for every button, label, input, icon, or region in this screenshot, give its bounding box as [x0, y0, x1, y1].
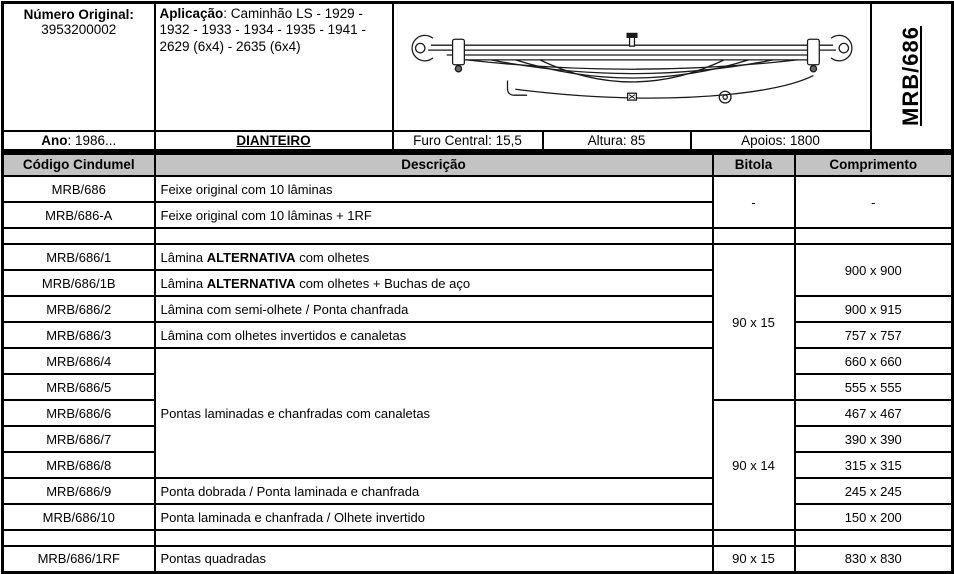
application-cell — [155, 3, 393, 131]
empty-cell — [795, 228, 953, 244]
code-cell: MRB/686/10 — [3, 504, 155, 530]
description-cell: Ponta laminada e chanfrada / Olhete invertido — [155, 504, 713, 530]
model-code-cell — [871, 3, 953, 151]
description-cell: Lâmina ALTERNATIVA com olhetes — [155, 244, 713, 270]
code-cell: MRB/686/4 — [3, 348, 155, 374]
table-row — [3, 348, 953, 374]
column-header-description: Descrição — [155, 153, 713, 176]
length-cell: 315 x 315 — [795, 452, 953, 478]
year-cell — [3, 131, 155, 151]
empty-cell — [713, 530, 795, 546]
parts-table — [1, 152, 954, 574]
code-cell: MRB/686/1RF — [3, 546, 155, 572]
description-cell: Lâmina ALTERNATIVA com olhetes + Buchas de aço — [155, 270, 713, 296]
spacer-row — [3, 530, 953, 546]
description-cell: Pontas quadradas — [155, 546, 713, 572]
header-section — [1, 1, 954, 152]
application-label: Aplicação — [159, 6, 224, 21]
code-cell: MRB/686/3 — [3, 322, 155, 348]
length-cell: 900 x 915 — [795, 296, 953, 322]
year-value: : 1986... — [67, 132, 117, 148]
table-row — [3, 296, 953, 322]
empty-cell — [795, 530, 953, 546]
model-code-label: MRB/686 — [898, 26, 924, 127]
length-cell: 900 x 900 — [795, 244, 953, 296]
leaf-spring-side-view-icon — [394, 4, 870, 130]
code-cell: MRB/686 — [3, 176, 155, 202]
code-cell: MRB/686/6 — [3, 400, 155, 426]
empty-cell — [155, 530, 713, 546]
center-hole-cell: Furo Central: 15,5 — [393, 131, 543, 151]
empty-cell — [3, 530, 155, 546]
length-cell: 757 x 757 — [795, 322, 953, 348]
column-header-length: Comprimento — [795, 153, 953, 176]
table-row — [3, 478, 953, 504]
original-number-cell — [3, 3, 155, 131]
height-cell: Altura: 85 — [543, 131, 691, 151]
table-row — [3, 176, 953, 202]
table-row — [3, 244, 953, 270]
spacer-row — [3, 228, 953, 244]
column-header-code: Código Cindumel — [3, 153, 155, 176]
empty-cell — [713, 228, 795, 244]
original-number-value: 3953200002 — [41, 22, 117, 37]
code-cell: MRB/686/2 — [3, 296, 155, 322]
code-cell: MRB/686/1B — [3, 270, 155, 296]
description-cell: Feixe original com 10 lâminas + 1RF — [155, 202, 713, 228]
code-cell: MRB/686/7 — [3, 426, 155, 452]
code-cell: MRB/686/5 — [3, 374, 155, 400]
bitola-cell: 90 x 15 — [713, 244, 795, 400]
description-cell: Ponta dobrada / Ponta laminada e chanfrada — [155, 478, 713, 504]
code-cell: MRB/686/8 — [3, 452, 155, 478]
length-cell: - — [795, 176, 953, 228]
column-header-bitola: Bitola — [713, 153, 795, 176]
table-row — [3, 504, 953, 530]
bitola-cell: - — [713, 176, 795, 228]
parts-table-header — [3, 153, 953, 176]
header-main-row — [3, 3, 953, 131]
length-cell: 555 x 555 — [795, 374, 953, 400]
code-cell: MRB/686/1 — [3, 244, 155, 270]
leaf-spring-drawing — [393, 3, 871, 131]
application-value: : Caminhão LS - 1929 - 1932 - 1933 - 1934 - 1935 - 1941 - 2629 (6x4) - 2635 (6x4) — [159, 6, 366, 54]
position-label: DIANTEIRO — [236, 132, 311, 148]
length-cell: 150 x 200 — [795, 504, 953, 530]
description-cell-merged: Pontas laminadas e chanfradas com canaletas — [155, 348, 713, 478]
description-cell: Lâmina com olhetes invertidos e canaletas — [155, 322, 713, 348]
length-cell: 467 x 467 — [795, 400, 953, 426]
bitola-cell: 90 x 14 — [713, 400, 795, 530]
length-cell: 245 x 245 — [795, 478, 953, 504]
position-cell — [155, 131, 393, 151]
code-cell: MRB/686/9 — [3, 478, 155, 504]
description-cell: Feixe original com 10 lâminas — [155, 176, 713, 202]
table-row — [3, 322, 953, 348]
empty-cell — [155, 228, 713, 244]
description-cell: Lâmina com semi-olhete / Ponta chanfrada — [155, 296, 713, 322]
length-cell: 390 x 390 — [795, 426, 953, 452]
bitola-cell: 90 x 15 — [713, 546, 795, 572]
length-cell: 660 x 660 — [795, 348, 953, 374]
empty-cell — [3, 228, 155, 244]
length-cell: 830 x 830 — [795, 546, 953, 572]
year-label: Ano — [41, 132, 68, 148]
header-meta-row — [3, 131, 953, 151]
supports-cell: Apoios: 1800 — [691, 131, 871, 151]
original-number-label: Número Original: — [23, 7, 134, 22]
table-row — [3, 546, 953, 572]
code-cell: MRB/686-A — [3, 202, 155, 228]
